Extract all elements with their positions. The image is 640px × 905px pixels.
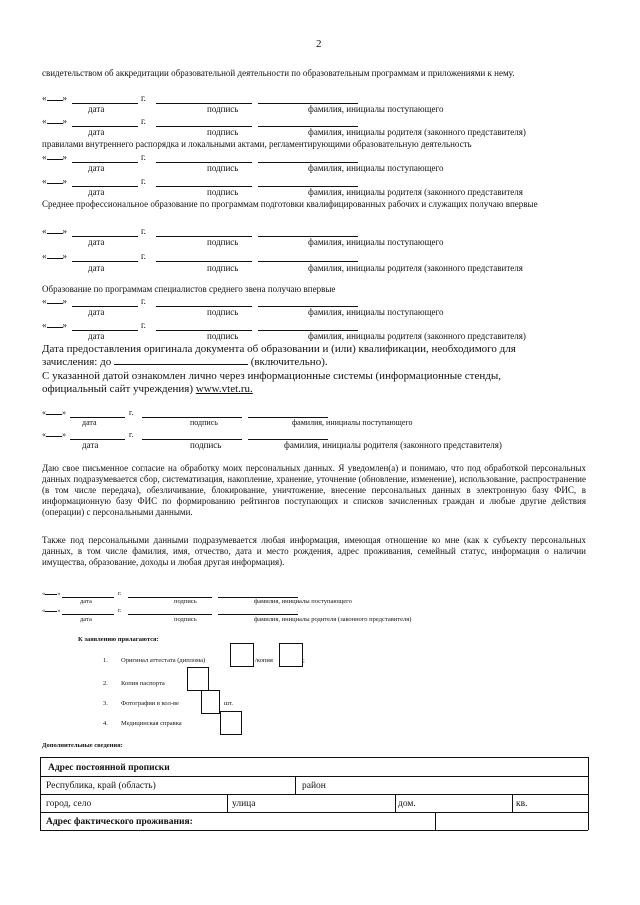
spo-workers-text: Среднее профессиональное образование по программам подготовки квалифицированных рабочих и служащих получаю впервые xyxy=(42,199,538,209)
page-number: 2 xyxy=(316,38,322,50)
flat-label: кв. xyxy=(516,799,528,809)
original-docs-line1: Дата предоставления оригинала документа об образовании и (или) квалификации, необходимого для xyxy=(42,343,516,355)
site-link[interactable]: www.vtet.ru. xyxy=(195,383,253,395)
district-label: район xyxy=(302,781,326,791)
name-line[interactable] xyxy=(218,614,298,615)
original-docs-line2: зачисления: до (включительно). xyxy=(42,356,328,368)
street-label: улица xyxy=(232,799,256,809)
copy-checkbox[interactable] xyxy=(279,643,303,667)
original-docs-line4: официальный сайт учреждения) www.vtet.ru. xyxy=(42,383,253,395)
photos-count-box[interactable] xyxy=(201,690,220,714)
original-docs-line3: С указанной датой ознакомлен лично через информационные системы (информационные стенды, xyxy=(42,370,501,382)
signature-line[interactable] xyxy=(128,614,212,615)
extra-title: Дополнительные сведения: xyxy=(42,742,123,749)
registration-address-header: Адрес постоянной прописки xyxy=(48,763,170,773)
city-label: город, село xyxy=(46,799,92,809)
passport-checkbox[interactable] xyxy=(187,667,209,691)
consent-paragraph-1: Даю свое письменное согласие на обработку моих персональных данных. Я уведомлен(а) и понимаю, что под обработкой персональных данных подразумевается сбор, систематизация, накопление, хранение, уточнение (обновление, изменение), использование, распространение (в том числе передача), обезличивание, блокирование, уничтожение, внесение персональных данных в электронную базу ФИС, в информационную базу ФИС по формированию рейтингов поступающих и списков зачисленных граждан и любые другие действия (операции) с персональными данными. xyxy=(42,463,586,517)
accreditation-text: свидетельством об аккредитации образовательной деятельности по образовательным программам и приложениями к нему. xyxy=(42,68,515,78)
name-line[interactable] xyxy=(258,261,358,262)
rules-text: правилами внутреннего распорядка и локальными актами, регламентирующими образовательную деятельность xyxy=(42,139,472,149)
republic-label: Республика, край (область) xyxy=(46,781,156,791)
deadline-date-field[interactable] xyxy=(114,364,248,365)
original-checkbox[interactable] xyxy=(230,643,254,667)
signature-row: « » xyxy=(42,93,67,103)
signature-line[interactable] xyxy=(156,261,252,262)
spo-specialists-text: Образование по программам специалистов среднего звена получаю впервые xyxy=(42,284,336,294)
house-label: дом. xyxy=(398,799,416,809)
medical-checkbox[interactable] xyxy=(220,711,242,735)
signature-line[interactable] xyxy=(128,597,212,598)
actual-address-header: Адрес фактического проживания: xyxy=(46,817,193,827)
consent-paragraph-2: Также под персональными данными подразумевается любая информация, имеющая отношение ко мне (как к субъекту персональных данных, в том числе фамилия, имя, отчество, дата и место рождения, адрес проживания, семейный статус, информация о наличии имущества, образование, доходы и любая другая информация). xyxy=(42,535,586,567)
attachments-title: К заявлению прилагаются: xyxy=(78,636,159,643)
